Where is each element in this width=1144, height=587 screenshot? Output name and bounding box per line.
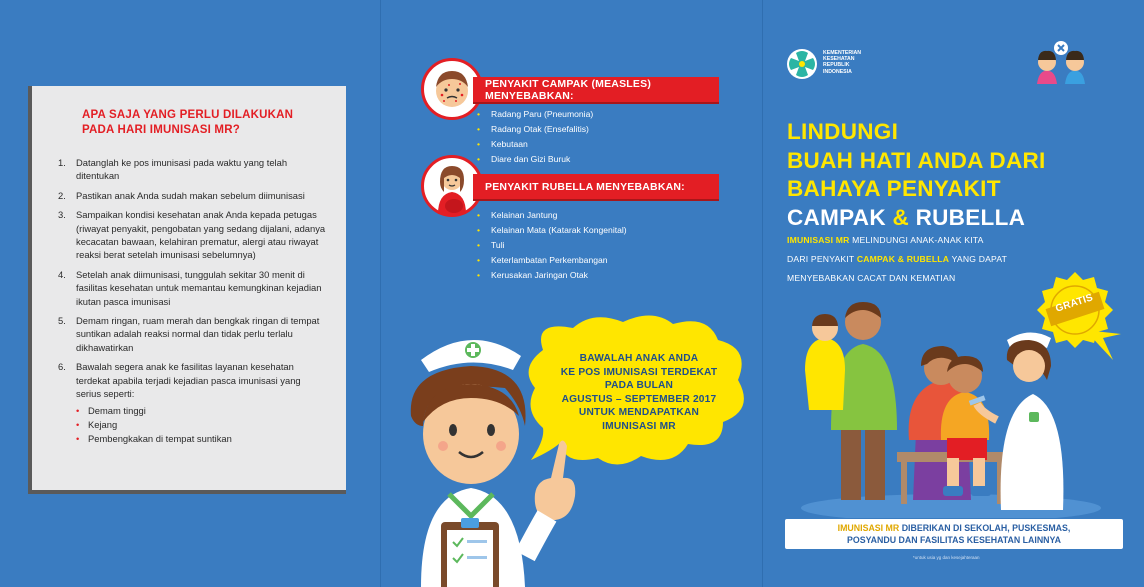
footnote: *untuk usia yg dan kesejahteraan — [913, 555, 980, 560]
rubella-heading: PENYAKIT RUBELLA MENYEBABKAN: — [473, 174, 719, 199]
bullet-icon: • — [76, 404, 80, 416]
sick-child-icon — [424, 61, 480, 117]
serious-reactions-list — [76, 404, 326, 446]
cover-headline: LINDUNGI BUAH HATI ANDA DARI BAHAYA PENYAKIT CAMPAK & RUBELLA — [787, 119, 1046, 230]
bullet-icon: • — [477, 255, 481, 265]
cover-subtitle: IMUNISASI MR MELINDUNGI ANAK-ANAK KITA DARI PENYAKIT CAMPAK & RUBELLA YANG DAPAT MENYEBABKAN CACAT DAN KEMATIAN — [787, 235, 1008, 283]
gratis-label: GRATIS — [1054, 292, 1095, 315]
bullet-icon: • — [477, 154, 481, 164]
list-item: • Keterlambatan Perkembangan — [477, 253, 627, 268]
list-item: 4. Setelah anak diimunisasi, tunggulah sekitar 30 menit di fasilitas kesehatan untuk memantau kemungkinan kejadian ikutan pasca imunisasi — [58, 268, 322, 307]
list-item: • Radang Paru (Pneumonia) — [477, 107, 593, 122]
list-item: • Diare dan Gizi Buruk — [477, 152, 593, 167]
bullet-icon: • — [477, 139, 481, 149]
step-6-text: Bawalah segera anak ke fasilitas layanan kesehatan terdekat apabila terjadi kejadian pasca imunisasi yang serius seperti: — [76, 361, 301, 400]
campaign-kids-logo-icon — [1031, 40, 1091, 84]
list-item: • Kebutaan — [477, 137, 593, 152]
ministry-name: KEMENTERIAN KESEHATAN REPUBLIK INDONESIA — [823, 50, 862, 75]
measles-heading: PENYAKIT CAMPAK (MEASLES) MENYEBABKAN: — [473, 77, 719, 102]
list-item: 1. Datanglah ke pos imunisasi pada waktu yang telah ditentukan — [58, 157, 288, 182]
list-item: 3. Sampaikan kondisi kesehatan anak Anda kepada petugas (riwayat penyakit, pengobatan yang sedang dijalani, adanya kecacatan bawaan, kelahiran prematur, alergi atau riwayat reaksi berat setelah imunisasi sebelumnya) — [58, 209, 326, 261]
list-item: • Pembengkakan di tempat suntikan — [76, 433, 232, 445]
list-item: • Tuli — [477, 238, 627, 253]
steps-list — [58, 156, 326, 447]
inner-middle-panel — [380, 0, 763, 587]
bullet-icon: • — [477, 240, 481, 250]
list-item: 5. Demam ringan, ruam merah dan bengkak ringan di tempat suntikan adalah reaksi normal dan tidak perlu terlalu dikhawatirkan — [58, 315, 320, 353]
bullet-icon: • — [477, 210, 481, 220]
list-item: • Kerusakan Jaringan Otak — [477, 268, 627, 283]
bullet-icon: • — [477, 270, 481, 280]
bubble-message: BAWALAH ANAK ANDA KE POS IMUNISASI TERDEKAT PADA BULAN AGUSTUS – SEPTEMBER 2017 UNTUK MENDAPATKAN IMUNISASI MR — [560, 353, 718, 432]
checklist-title: APA SAJA YANG PERLU DILAKUKAN PADA HARI IMUNISASI MR? — [82, 109, 294, 136]
front-cover-panel — [762, 0, 1144, 587]
checklist-card — [28, 86, 346, 494]
list-item: 2. Pastikan anak Anda sudah makan sebelum diimunisasi — [58, 189, 305, 201]
inner-left-panel — [0, 0, 380, 587]
bullet-icon: • — [477, 124, 481, 134]
list-item: • Kelainan Mata (Katarak Kongenital) — [477, 223, 627, 238]
pregnant-mother-icon — [424, 158, 480, 214]
bullet-icon: • — [477, 109, 481, 119]
rubella-list — [477, 208, 627, 283]
bullet-icon: • — [76, 418, 80, 430]
list-item: • Radang Otak (Ensefalitis) — [477, 122, 593, 137]
list-item: • Kelainan Jantung — [477, 208, 627, 223]
kemenkes-logo-icon — [785, 47, 819, 81]
nurse-illustration — [401, 326, 591, 587]
vaccination-location-banner: IMUNISASI MR DIBERIKAN DI SEKOLAH, PUSKESMAS, POSYANDU DAN FASILITAS KESEHATAN LAINNYA — [785, 519, 1123, 549]
bullet-icon: • — [76, 433, 80, 445]
bullet-icon: • — [477, 225, 481, 235]
family-vaccination-illustration — [801, 300, 1101, 518]
measles-list — [477, 107, 593, 167]
list-item: • Demam tinggi — [76, 404, 146, 416]
list-item: • Kejang — [76, 418, 118, 430]
list-item: 6. Bawalah segera anak ke fasilitas layanan kesehatan terdekat apabila terjadi kejadian pasca imunisasi yang serius seperti: • Demam tinggi • Kejang • Pembengkakan di tempat suntikan — [58, 360, 326, 446]
